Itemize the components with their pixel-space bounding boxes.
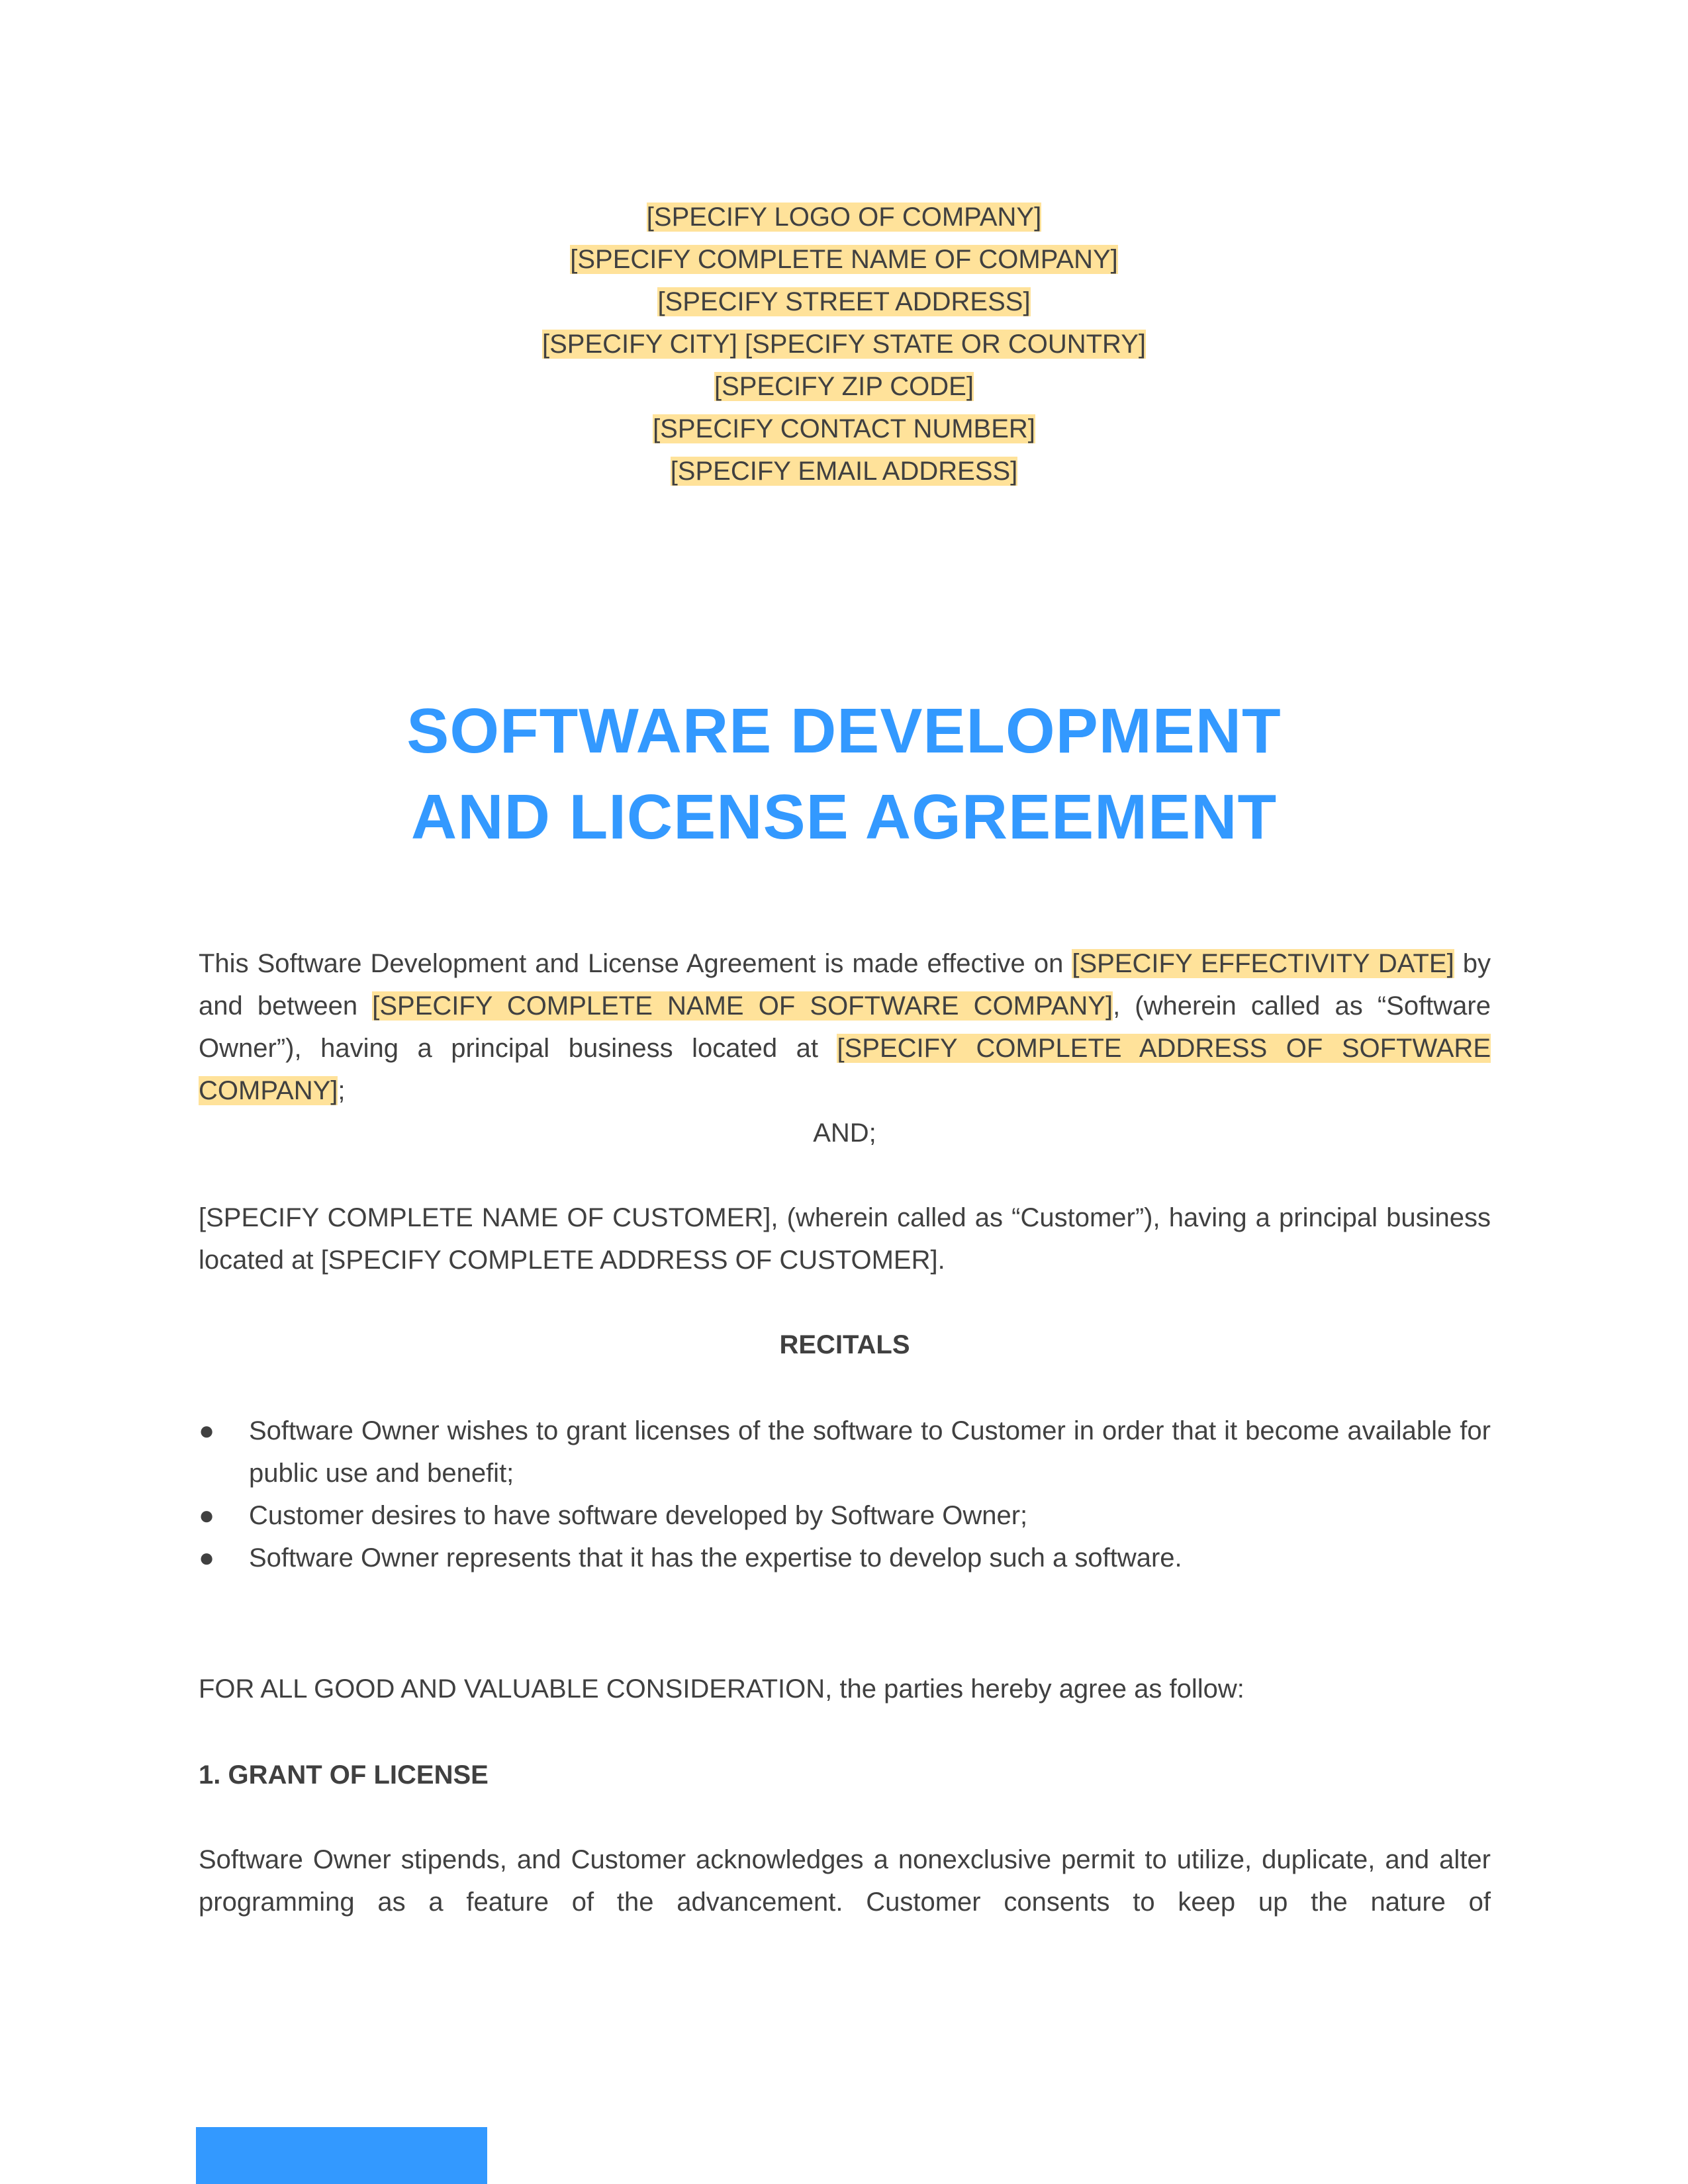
list-item	[199, 1410, 1491, 1494]
zip-code-placeholder: [SPECIFY ZIP CODE]	[714, 372, 974, 401]
list-item	[199, 1537, 1491, 1579]
bullet-icon: ●	[199, 1416, 215, 1445]
software-company-name-placeholder: [SPECIFY COMPLETE NAME OF SOFTWARE COMPANY]	[372, 991, 1113, 1021]
customer-paragraph: [SPECIFY COMPLETE NAME OF CUSTOMER], (wherein called as “Customer”), having a principal business located at [SPECIFY COMPLETE ADDRESS OF CUSTOMER].	[199, 1203, 1491, 1275]
city-state-placeholder: [SPECIFY CITY] [SPECIFY STATE OR COUNTRY]	[541, 330, 1146, 359]
intro-text-c: , (wherein called as “Software Owner”), having a principal business located at	[199, 991, 1491, 1063]
bullet-icon: ●	[199, 1501, 215, 1530]
company-name-placeholder: [SPECIFY COMPLETE NAME OF COMPANY]	[570, 245, 1118, 274]
intro-text-b: by and between	[199, 949, 1491, 1021]
intro-text-a: This Software Development and License Agreement is made effective on	[199, 949, 1072, 978]
footer-accent-bar	[196, 2127, 487, 2184]
section-1-heading: 1. GRANT OF LICENSE	[199, 1760, 489, 1790]
recital-text: Software Owner represents that it has the expertise to develop such a software.	[249, 1543, 1182, 1572]
recital-text: Customer desires to have software developed by Software Owner;	[249, 1501, 1028, 1530]
street-address-placeholder: [SPECIFY STREET ADDRESS]	[657, 287, 1031, 316]
effectivity-date-placeholder: [SPECIFY EFFECTIVITY DATE]	[1072, 949, 1454, 978]
document-title	[0, 688, 1688, 860]
recitals-heading: RECITALS	[779, 1330, 910, 1359]
recital-text: Software Owner wishes to grant licenses of the software to Customer in order that it become available for public use and benefit;	[249, 1416, 1491, 1488]
company-logo-placeholder: [SPECIFY LOGO OF COMPANY]	[646, 203, 1042, 232]
section-1-text: Software Owner stipends, and Customer acknowledges a nonexclusive permit to utilize, duplicate, and alter programming as a feature of the advancement. Customer consents to keep up the nature of	[199, 1845, 1491, 1917]
contact-number-placeholder: [SPECIFY CONTACT NUMBER]	[653, 414, 1035, 443]
title-line-1: SOFTWARE DEVELOPMENT	[406, 696, 1282, 766]
recitals-list	[199, 1410, 1491, 1579]
email-address-placeholder: [SPECIFY EMAIL ADDRESS]	[670, 457, 1018, 486]
and-separator: AND;	[813, 1118, 876, 1148]
intro-text-d: ;	[338, 1076, 346, 1105]
bullet-icon: ●	[199, 1543, 215, 1572]
software-company-address-placeholder: [SPECIFY COMPLETE ADDRESS OF SOFTWARE COMPANY]	[199, 1034, 1491, 1105]
intro-paragraph	[199, 942, 1491, 1112]
title-line-2: AND LICENSE AGREEMENT	[410, 782, 1278, 852]
list-item	[199, 1494, 1491, 1537]
company-header	[0, 196, 1688, 492]
consideration-paragraph: FOR ALL GOOD AND VALUABLE CONSIDERATION, the parties hereby agree as follow:	[199, 1674, 1244, 1704]
